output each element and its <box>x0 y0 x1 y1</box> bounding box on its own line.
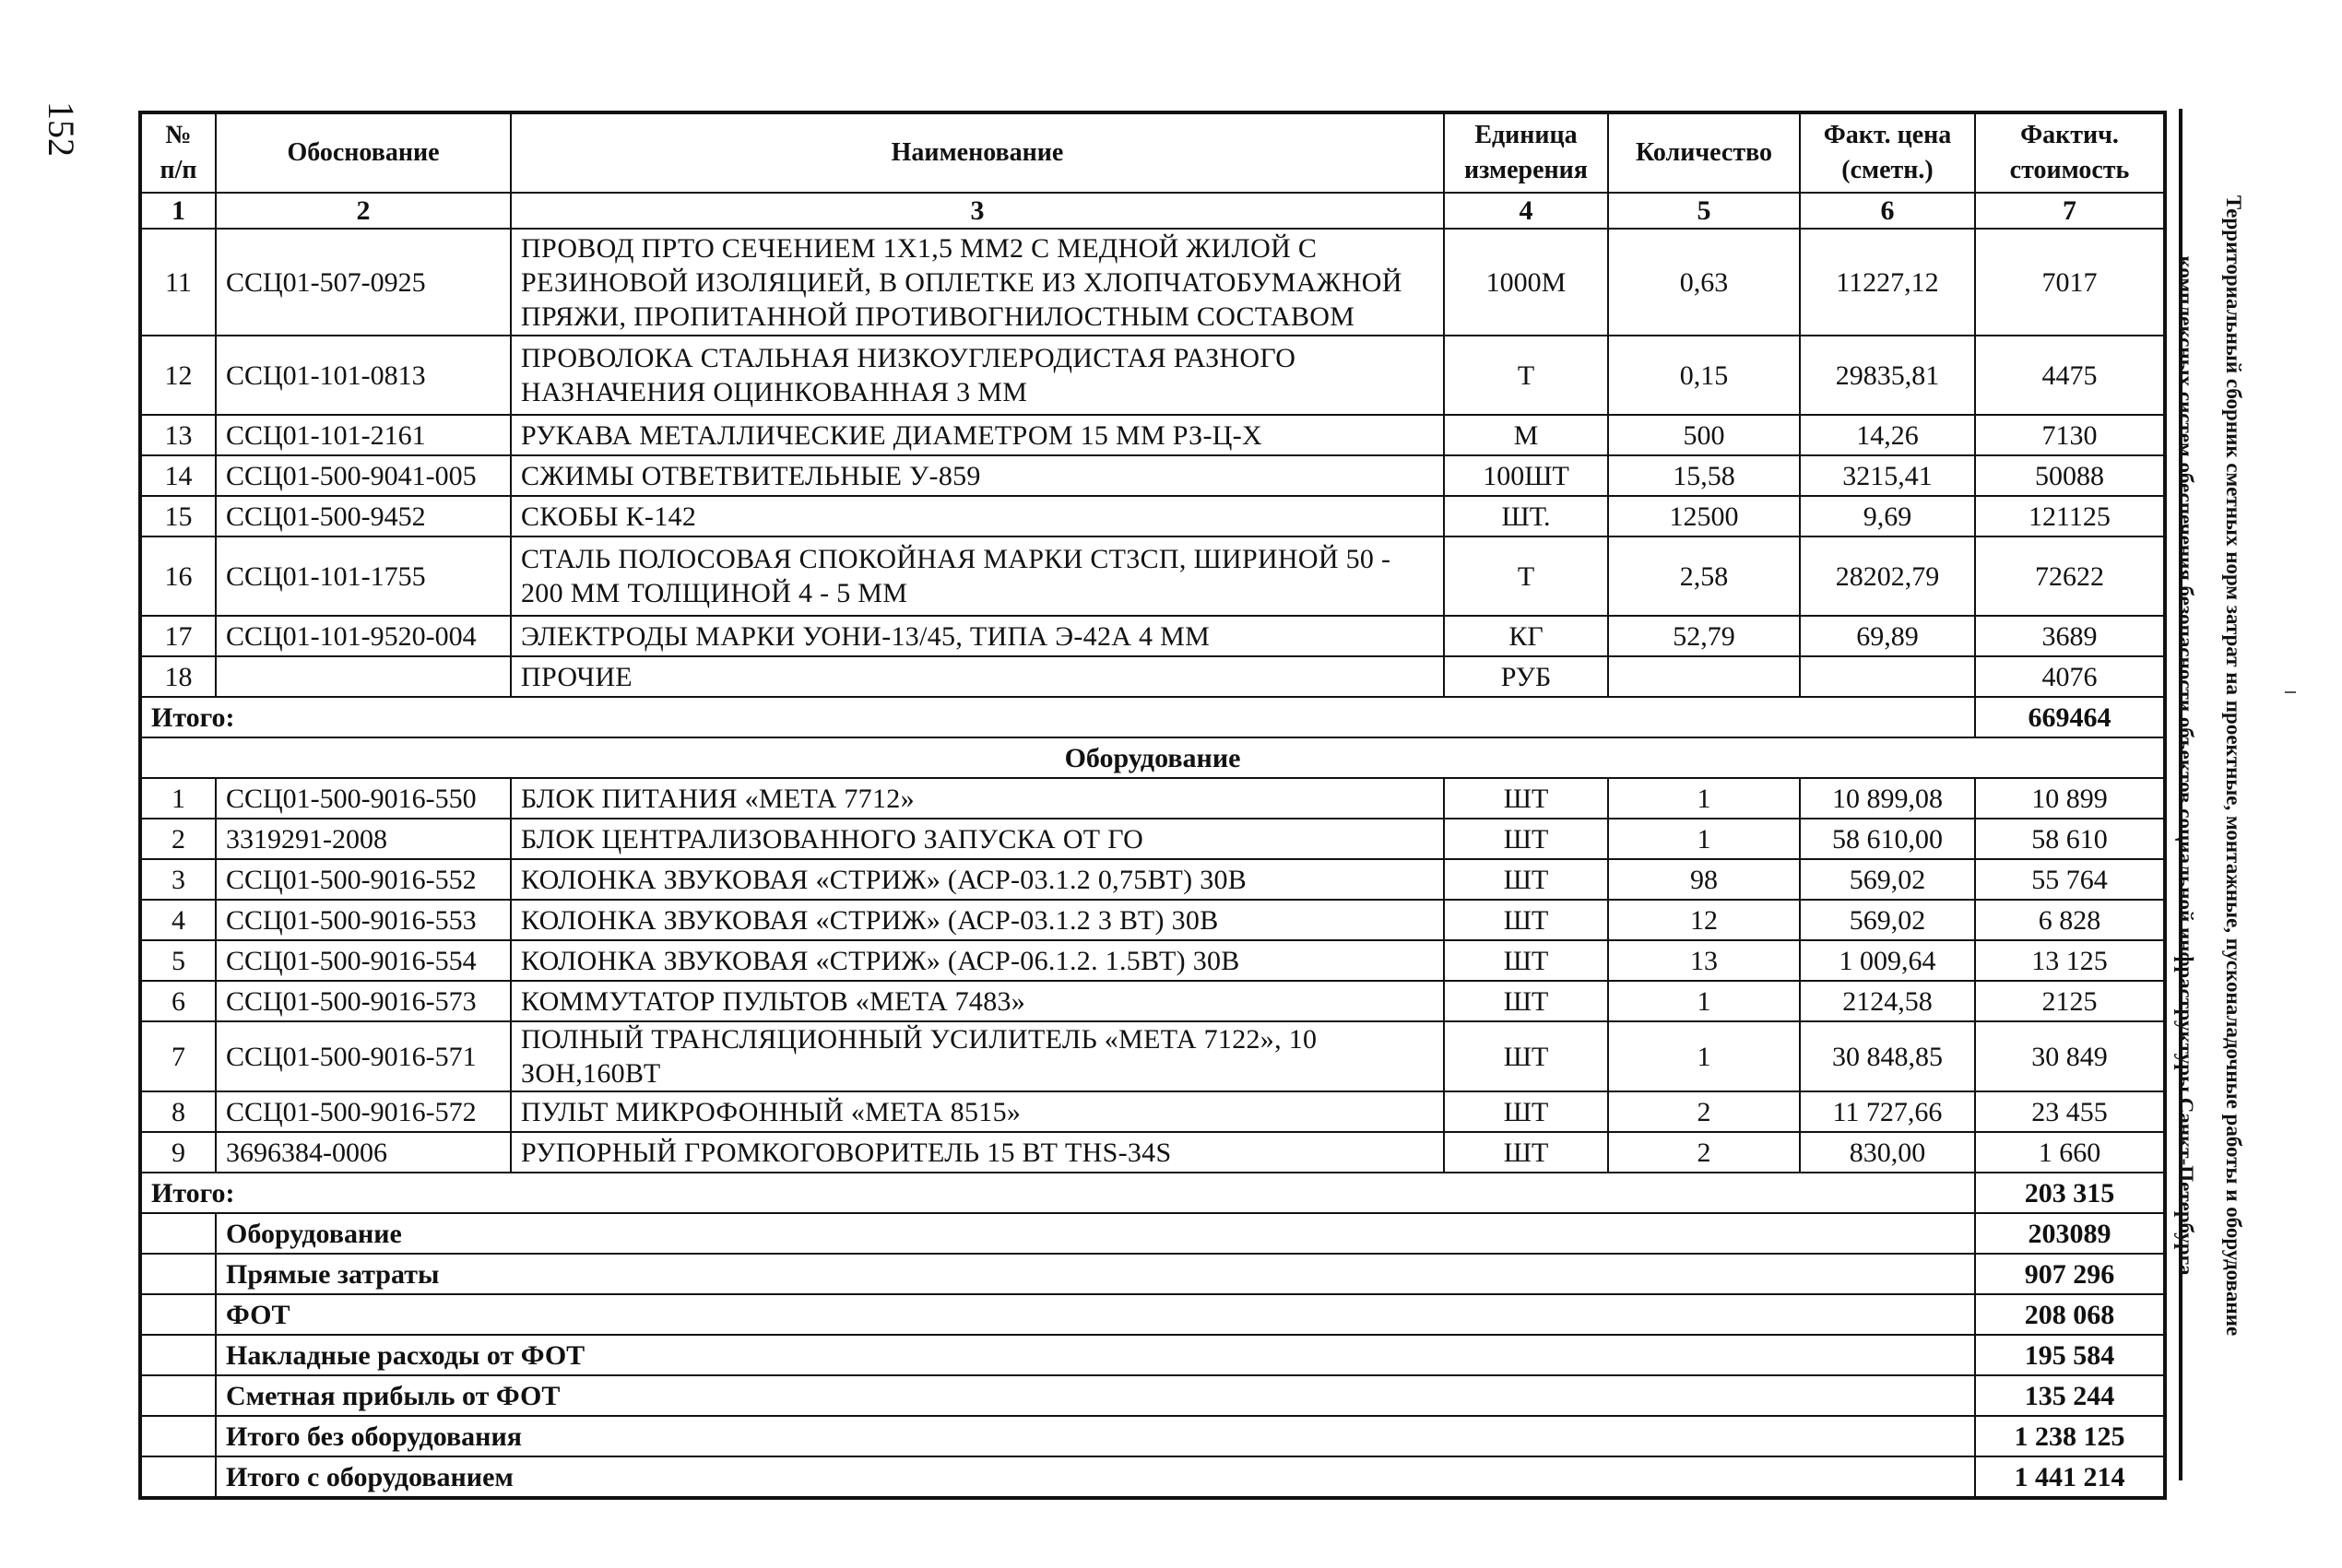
summary-value: 1 441 214 <box>1975 1456 2165 1498</box>
price: 11227,12 <box>1800 229 1975 336</box>
table-body <box>140 112 2165 1498</box>
equipment-row <box>140 1021 2165 1091</box>
price: 3215,41 <box>1800 455 1975 496</box>
summary-blank-cell <box>140 1456 216 1498</box>
item-name: БЛОК ЦЕНТРАЛИЗОВАННОГО ЗАПУСКА ОТ ГО <box>511 819 1444 859</box>
cost: 50088 <box>1975 455 2165 496</box>
quantity: 0,63 <box>1608 229 1800 336</box>
row-number: 2 <box>140 819 216 859</box>
header-cell: Факт. цена (сметн.) <box>1800 112 1975 193</box>
quantity: 15,58 <box>1608 455 1800 496</box>
cost: 6 828 <box>1975 900 2165 940</box>
item-name: СЖИМЫ ОТВЕТВИТЕЛЬНЫЕ У-859 <box>511 455 1444 496</box>
item-name: КОЛОНКА ЗВУКОВАЯ «СТРИЖ» (АСР-06.1.2. 1.5ВТ) 30В <box>511 940 1444 981</box>
unit: ШТ <box>1444 900 1608 940</box>
row-number: 18 <box>140 656 216 697</box>
basis-code: ССЦ01-500-9016-550 <box>216 778 511 819</box>
cost: 23 455 <box>1975 1091 2165 1132</box>
material-row <box>140 415 2165 455</box>
quantity: 1 <box>1608 819 1800 859</box>
header-cell: Единица измерения <box>1444 112 1608 193</box>
unit: М <box>1444 415 1608 455</box>
quantity: 1 <box>1608 778 1800 819</box>
equipment-row <box>140 940 2165 981</box>
cost: 30 849 <box>1975 1021 2165 1091</box>
header-cell: Обоснование <box>216 112 511 193</box>
header-cell: Количество <box>1608 112 1800 193</box>
unit: ШТ <box>1444 940 1608 981</box>
row-number: 13 <box>140 415 216 455</box>
equipment-row <box>140 1091 2165 1132</box>
unit: ШТ <box>1444 778 1608 819</box>
quantity: 13 <box>1608 940 1800 981</box>
row-number: 9 <box>140 1132 216 1173</box>
equipment-total-row <box>140 1173 2165 1213</box>
cost: 3689 <box>1975 616 2165 656</box>
quantity: 1 <box>1608 1021 1800 1091</box>
equipment-section-row <box>140 737 2165 778</box>
summary-label: Оборудование <box>216 1213 1975 1254</box>
basis-code: ССЦ01-500-9016-572 <box>216 1091 511 1132</box>
header-cell: Наименование <box>511 112 1444 193</box>
price: 569,02 <box>1800 900 1975 940</box>
cost: 58 610 <box>1975 819 2165 859</box>
quantity: 98 <box>1608 859 1800 900</box>
item-name: КОЛОНКА ЗВУКОВАЯ «СТРИЖ» (АСР-03.1.2 3 ВТ) 30В <box>511 900 1444 940</box>
equipment-row <box>140 819 2165 859</box>
material-row <box>140 455 2165 496</box>
summary-row <box>140 1375 2165 1416</box>
summary-label: Прямые затраты <box>216 1254 1975 1294</box>
row-number: 6 <box>140 981 216 1021</box>
summary-value: 135 244 <box>1975 1375 2165 1416</box>
cost: 2125 <box>1975 981 2165 1021</box>
basis-code: ССЦ01-500-9041-005 <box>216 455 511 496</box>
cost: 1 660 <box>1975 1132 2165 1173</box>
cost: 10 899 <box>1975 778 2165 819</box>
basis-code: ССЦ01-500-9016-554 <box>216 940 511 981</box>
quantity: 500 <box>1608 415 1800 455</box>
unit: ШТ <box>1444 819 1608 859</box>
row-number: 1 <box>140 778 216 819</box>
unit: Т <box>1444 536 1608 616</box>
item-name: СТАЛЬ ПОЛОСОВАЯ СПОКОЙНАЯ МАРКИ СТ3СП, ШИРИНОЙ 50 - 200 ММ ТОЛЩИНОЙ 4 - 5 ММ <box>511 536 1444 616</box>
quantity: 2,58 <box>1608 536 1800 616</box>
basis-code: 3696384-0006 <box>216 1132 511 1173</box>
quantity: 2 <box>1608 1132 1800 1173</box>
summary-value: 195 584 <box>1975 1335 2165 1375</box>
basis-code: ССЦ01-500-9016-571 <box>216 1021 511 1091</box>
price: 30 848,85 <box>1800 1021 1975 1091</box>
item-name: РУПОРНЫЙ ГРОМКОГОВОРИТЕЛЬ 15 ВТ THS-34S <box>511 1132 1444 1173</box>
basis-code: ССЦ01-101-2161 <box>216 415 511 455</box>
summary-row <box>140 1416 2165 1456</box>
total-label: Итого: <box>140 697 1975 737</box>
summary-value: 203089 <box>1975 1213 2165 1254</box>
price: 28202,79 <box>1800 536 1975 616</box>
basis-code: ССЦ01-101-1755 <box>216 536 511 616</box>
cost: 7017 <box>1975 229 2165 336</box>
column-number: 4 <box>1444 193 1608 229</box>
material-row <box>140 536 2165 616</box>
material-row <box>140 496 2165 536</box>
summary-label: ФОТ <box>216 1294 1975 1335</box>
cost: 4475 <box>1975 336 2165 415</box>
summary-blank-cell <box>140 1213 216 1254</box>
column-number-row <box>140 193 2165 229</box>
summary-label: Сметная прибыль от ФОТ <box>216 1375 1975 1416</box>
cost: 72622 <box>1975 536 2165 616</box>
summary-value: 208 068 <box>1975 1294 2165 1335</box>
cost: 13 125 <box>1975 940 2165 981</box>
summary-blank-cell <box>140 1335 216 1375</box>
item-name: ПРОВОД ПРТО СЕЧЕНИЕМ 1Х1,5 ММ2 С МЕДНОЙ ЖИЛОЙ С РЕЗИНОВОЙ ИЗОЛЯЦИЕЙ, В ОПЛЕТКЕ ИЗ ХЛОПЧАТОБУМАЖНОЙ ПРЯЖИ, ПРОПИТАННОЙ ПРОТИВОГНИЛОСТНЫМ СОСТАВОМ <box>511 229 1444 336</box>
unit: 1000М <box>1444 229 1608 336</box>
item-name: РУКАВА МЕТАЛЛИЧЕСКИЕ ДИАМЕТРОМ 15 ММ РЗ-Ц-Х <box>511 415 1444 455</box>
row-number: 17 <box>140 616 216 656</box>
basis-code: ССЦ01-500-9452 <box>216 496 511 536</box>
header-cell: № п/п <box>140 112 216 193</box>
equipment-row <box>140 778 2165 819</box>
summary-blank-cell <box>140 1416 216 1456</box>
item-name: ПОЛНЫЙ ТРАНСЛЯЦИОННЫЙ УСИЛИТЕЛЬ «МЕТА 7122», 10 ЗОН,160ВТ <box>511 1021 1444 1091</box>
price: 2124,58 <box>1800 981 1975 1021</box>
equipment-row <box>140 1132 2165 1173</box>
price: 11 727,66 <box>1800 1091 1975 1132</box>
item-name: ЭЛЕКТРОДЫ МАРКИ УОНИ-13/45, ТИПА Э-42А 4 ММ <box>511 616 1444 656</box>
unit: ШТ <box>1444 1021 1608 1091</box>
summary-row <box>140 1456 2165 1498</box>
row-number: 7 <box>140 1021 216 1091</box>
unit: ШТ <box>1444 859 1608 900</box>
basis-code <box>216 656 511 697</box>
total-value: 203 315 <box>1975 1173 2165 1213</box>
total-value: 669464 <box>1975 697 2165 737</box>
side-title-line-1: Территориальный сборник сметных норм затрат на проектные, монтажные, пусконаладочные работы и оборудование <box>2222 195 2245 1337</box>
material-row <box>140 616 2165 656</box>
quantity <box>1608 656 1800 697</box>
unit: ШТ. <box>1444 496 1608 536</box>
side-title <box>2161 109 2257 1422</box>
summary-blank-cell <box>140 1375 216 1416</box>
unit: РУБ <box>1444 656 1608 697</box>
quantity: 52,79 <box>1608 616 1800 656</box>
summary-label: Итого с оборудованием <box>216 1456 1975 1498</box>
basis-code: ССЦ01-500-9016-573 <box>216 981 511 1021</box>
summary-row <box>140 1335 2165 1375</box>
column-number: 7 <box>1975 193 2165 229</box>
quantity: 1 <box>1608 981 1800 1021</box>
row-number: 3 <box>140 859 216 900</box>
quantity: 0,15 <box>1608 336 1800 415</box>
item-name: ПУЛЬТ МИКРОФОННЫЙ «МЕТА 8515» <box>511 1091 1444 1132</box>
row-number: 12 <box>140 336 216 415</box>
summary-row <box>140 1254 2165 1294</box>
quantity: 12 <box>1608 900 1800 940</box>
row-number: 8 <box>140 1091 216 1132</box>
price: 58 610,00 <box>1800 819 1975 859</box>
row-number: 15 <box>140 496 216 536</box>
item-name: СКОБЫ К-142 <box>511 496 1444 536</box>
materials-total-row <box>140 697 2165 737</box>
total-label: Итого: <box>140 1173 1975 1213</box>
summary-blank-cell <box>140 1294 216 1335</box>
column-number: 3 <box>511 193 1444 229</box>
basis-code: ССЦ01-500-9016-552 <box>216 859 511 900</box>
unit: ШТ <box>1444 1132 1608 1173</box>
item-name: ПРОЧИЕ <box>511 656 1444 697</box>
equipment-row <box>140 981 2165 1021</box>
estimate-table <box>138 111 2167 1500</box>
basis-code: ССЦ01-500-9016-553 <box>216 900 511 940</box>
basis-code: ССЦ01-101-9520-004 <box>216 616 511 656</box>
row-number: 16 <box>140 536 216 616</box>
row-number: 5 <box>140 940 216 981</box>
price: 10 899,08 <box>1800 778 1975 819</box>
cost: 55 764 <box>1975 859 2165 900</box>
page-number: 152 <box>41 101 82 157</box>
side-title-line-2: комплексных систем обеспечения безопасности объектов социальной инфраструктуры Санкт-Петербурга <box>2174 255 2197 1276</box>
section-title: Оборудование <box>140 737 2165 778</box>
summary-blank-cell <box>140 1254 216 1294</box>
price: 569,02 <box>1800 859 1975 900</box>
column-number: 5 <box>1608 193 1800 229</box>
item-name: КОЛОНКА ЗВУКОВАЯ «СТРИЖ» (АСР-03.1.2 0,75ВТ) 30В <box>511 859 1444 900</box>
cost: 4076 <box>1975 656 2165 697</box>
price: 29835,81 <box>1800 336 1975 415</box>
basis-code: ССЦ01-507-0925 <box>216 229 511 336</box>
equipment-row <box>140 900 2165 940</box>
unit: ШТ <box>1444 1091 1608 1132</box>
side-tick-mark <box>2285 691 2296 693</box>
equipment-row <box>140 859 2165 900</box>
unit: ШТ <box>1444 981 1608 1021</box>
price: 1 009,64 <box>1800 940 1975 981</box>
summary-row <box>140 1294 2165 1335</box>
header-row <box>140 112 2165 193</box>
material-row <box>140 229 2165 336</box>
row-number: 4 <box>140 900 216 940</box>
item-name: КОММУТАТОР ПУЛЬТОВ «МЕТА 7483» <box>511 981 1444 1021</box>
column-number: 2 <box>216 193 511 229</box>
summary-label: Итого без оборудования <box>216 1416 1975 1456</box>
material-row <box>140 656 2165 697</box>
quantity: 2 <box>1608 1091 1800 1132</box>
column-number: 1 <box>140 193 216 229</box>
column-number: 6 <box>1800 193 1975 229</box>
summary-value: 907 296 <box>1975 1254 2165 1294</box>
item-name: ПРОВОЛОКА СТАЛЬНАЯ НИЗКОУГЛЕРОДИСТАЯ РАЗНОГО НАЗНАЧЕНИЯ ОЦИНКОВАННАЯ 3 ММ <box>511 336 1444 415</box>
unit: 100ШТ <box>1444 455 1608 496</box>
header-cell: Фактич. стоимость <box>1975 112 2165 193</box>
row-number: 11 <box>140 229 216 336</box>
summary-label: Накладные расходы от ФОТ <box>216 1335 1975 1375</box>
summary-value: 1 238 125 <box>1975 1416 2165 1456</box>
cost: 7130 <box>1975 415 2165 455</box>
price: 830,00 <box>1800 1132 1975 1173</box>
price: 9,69 <box>1800 496 1975 536</box>
row-number: 14 <box>140 455 216 496</box>
price: 14,26 <box>1800 415 1975 455</box>
basis-code: 3319291-2008 <box>216 819 511 859</box>
summary-row <box>140 1213 2165 1254</box>
basis-code: ССЦ01-101-0813 <box>216 336 511 415</box>
unit: Т <box>1444 336 1608 415</box>
cost: 121125 <box>1975 496 2165 536</box>
material-row <box>140 336 2165 415</box>
quantity: 12500 <box>1608 496 1800 536</box>
price: 69,89 <box>1800 616 1975 656</box>
unit: КГ <box>1444 616 1608 656</box>
item-name: БЛОК ПИТАНИЯ «МЕТА 7712» <box>511 778 1444 819</box>
price <box>1800 656 1975 697</box>
